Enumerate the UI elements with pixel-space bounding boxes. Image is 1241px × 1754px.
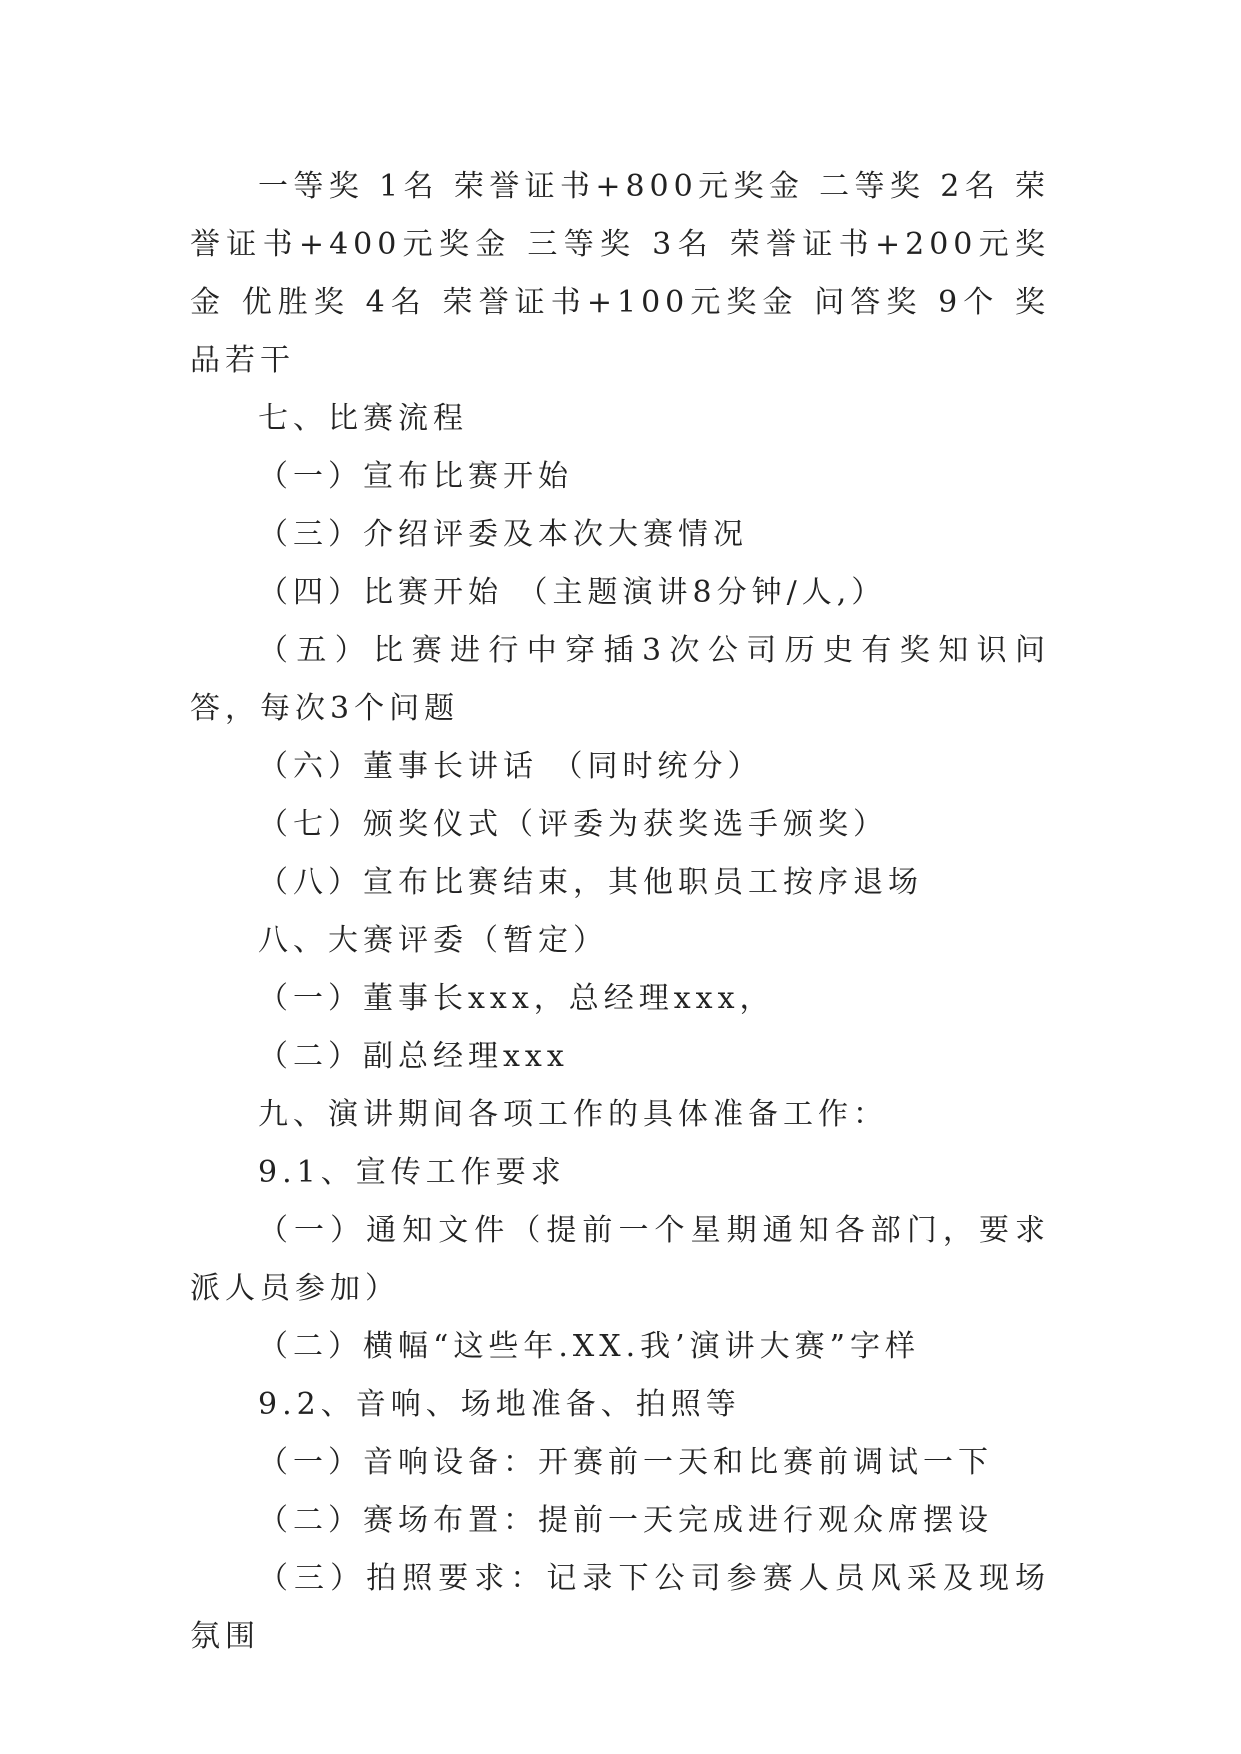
subsection-heading-publicity: 9.1、宣传工作要求 <box>258 1155 566 1190</box>
list-item: （七）颁奖仪式（评委为获奖选手颁奖） <box>258 807 888 842</box>
awards-paragraph: 一等奖 1名 荣誉证书+800元奖金 二等奖 2名 荣誉证书+400元奖金 三等奖 3名 荣誉证书+200元奖金 优胜奖 4名 荣誉证书+100元奖金 问答奖 9个 奖品若干 <box>190 169 1050 378</box>
list-item: （一）音响设备：开赛前一天和比赛前调试一下 <box>258 1445 993 1480</box>
list-item: （一）宣布比赛开始 <box>258 459 573 494</box>
list-item: （一）董事长xxx，总经理xxx， <box>258 981 775 1016</box>
section-heading-preparation: 九、演讲期间各项工作的具体准备工作： <box>258 1097 888 1132</box>
list-item: （二）横幅“这些年.XX.我’演讲大赛”字样 <box>258 1329 920 1364</box>
section-heading-judges: 八、大赛评委（暂定） <box>258 923 608 958</box>
list-item: （二）赛场布置：提前一天完成进行观众席摆设 <box>258 1503 993 1538</box>
list-item: （一）通知文件（提前一个星期通知各部门，要求派人员参加） <box>190 1213 1050 1306</box>
list-item: （二）副总经理xxx <box>258 1039 569 1074</box>
subsection-heading-audio-venue: 9.2、音响、场地准备、拍照等 <box>258 1387 741 1422</box>
list-item: （四）比赛开始 （主题演讲8分钟/人,） <box>258 575 887 610</box>
list-item: （六）董事长讲话 （同时统分） <box>258 749 763 784</box>
list-item: （八）宣布比赛结束，其他职员工按序退场 <box>258 865 923 900</box>
list-item: （五）比赛进行中穿插3次公司历史有奖知识问答，每次3个问题 <box>190 633 1050 726</box>
list-item: （三）拍照要求：记录下公司参赛人员风采及现场氛围 <box>190 1561 1050 1654</box>
document-body <box>190 158 1050 1666</box>
list-item: （三）介绍评委及本次大赛情况 <box>258 517 748 552</box>
section-heading-competition-flow: 七、比赛流程 <box>258 401 468 436</box>
